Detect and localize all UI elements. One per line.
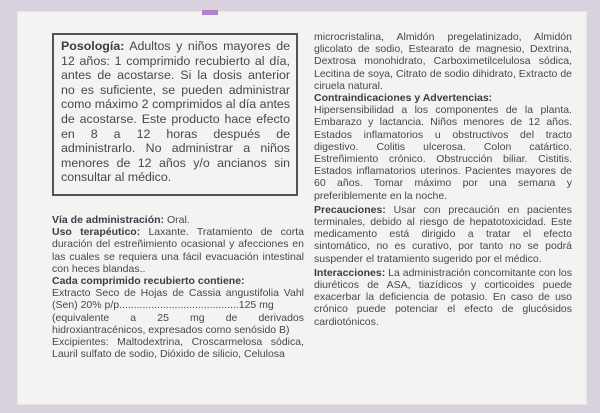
right-column xyxy=(314,31,572,328)
composicion-heading-paragraph xyxy=(52,275,304,287)
uso-paragraph xyxy=(52,226,304,275)
interacciones-heading: Interacciones: xyxy=(314,266,386,279)
via-text: Oral. xyxy=(166,214,190,226)
color-tab-decoration xyxy=(202,10,218,15)
composicion-heading: Cada comprimido recubierto contiene: xyxy=(52,275,245,288)
interacciones-text: La administración concomitante con los diuréticos de ASA, tiazídicos y corticoides puede exacerbar la deficiencia de potasio. En caso de uso crónico puede potenciar el efecto de glucósidos cardiotónicos. xyxy=(314,266,572,328)
posologia-text: Adultos y niños mayores de 12 años: 1 comprimido recubierto al día, antes de acostarse. Si la dosis anterior no es suficiente, se pueden administrar como máximo 2 comprimidos al día antes de acostarse. Este producto hace efecto en 8 a 12 horas después de administrarlo. No administrar a niños menores de 12 años y/o ancianos sin consultar al médico. xyxy=(61,39,290,185)
interacciones-paragraph xyxy=(314,267,572,328)
excipientes-continued: microcristalina, Almidón pregelatinizado, Almidón glicolato de sodio, Estearato de magnesio, Dextrina, Dextrosa monohidrato, Carboximetilcelulosa sódica, Lecitina de soya, Citrato de sodio dihidrato, Extracto de ciruela natural. xyxy=(314,31,572,92)
excipientes-text: Excipientes: Maltodextrina, Croscarmelosa sódica, Lauril sulfato de sodio, Dióxido de silicio, Celulosa xyxy=(52,336,304,361)
posologia-heading: Posología: xyxy=(61,39,125,53)
contraindicaciones-heading: Contraindicaciones y Advertencias: xyxy=(314,92,493,105)
composicion-line1: Extracto Seco de Hojas de Cassia angustifolia Vahl (Sen) 20% p/p.........................................125 mg xyxy=(52,287,304,312)
via-paragraph xyxy=(52,214,304,226)
precauciones-paragraph xyxy=(314,204,572,265)
posologia-paragraph xyxy=(61,39,290,185)
contraindicaciones-text: Hipersensibilidad a los componentes de la planta. Embarazo y lactancia. Niños menores de 12 años. Estados inflamatorios u obstructivos del tracto digestivo. Colitis ulcerosa. Colon catártico. Estreñimiento crónico. Obstrucción biliar. Cistitis. Estados inflamatorios uterinos. Pacientes mayores de 60 años. Tomar máximo por una semana y preferiblemente en la noche. xyxy=(314,104,572,202)
posologia-box xyxy=(52,33,298,196)
contraindicaciones-heading-paragraph xyxy=(314,92,572,104)
left-column xyxy=(52,214,304,360)
via-heading: Vía de administración: xyxy=(52,214,165,226)
composicion-line2: (equivalente a 25 mg de derivados hidroxiantracénicos, expresados como senósido B) xyxy=(52,311,304,336)
uso-text: Laxante. Tratamiento de corta duración del estreñimiento ocasional y afecciones en las cuales se requiera una fácil evacuación intestinal con heces blandas.. xyxy=(52,226,304,275)
precauciones-heading: Precauciones: xyxy=(314,203,386,216)
uso-heading: Uso terapéutico: xyxy=(52,226,141,239)
precauciones-text: Usar con precaución en pacientes terminales, debido al riesgo de hepatotoxicidad. Este medicamento está dirigido a tratar el efecto sintomático, no es curativo, por tanto no se podrá suspender el tratamiento sugerido por el médico. xyxy=(314,203,572,265)
